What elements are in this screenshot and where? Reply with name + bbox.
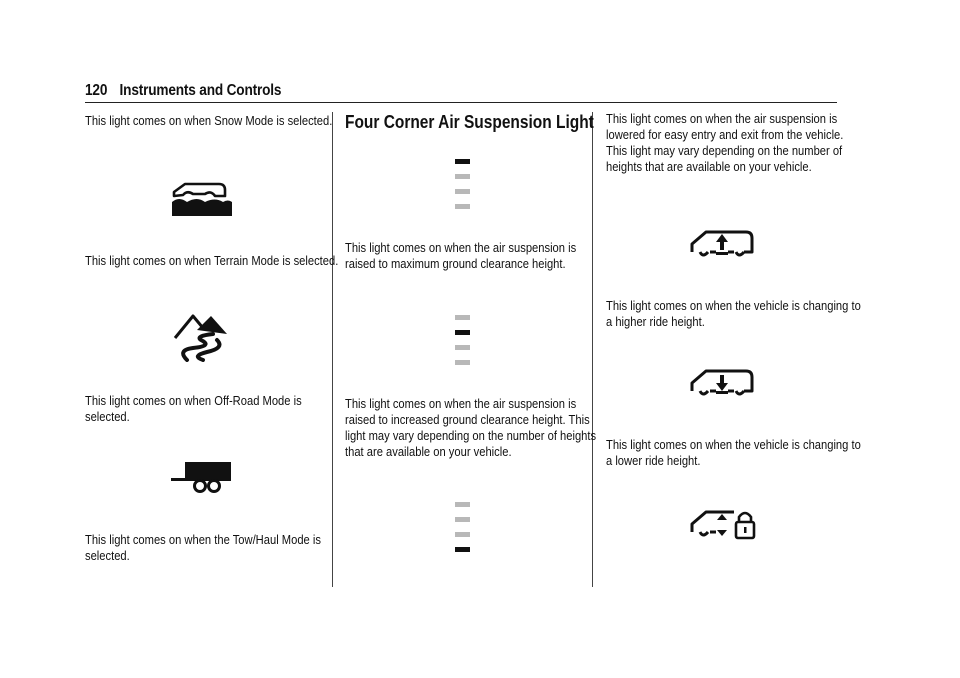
- suspension-bar-2: [455, 330, 470, 335]
- suspension-bar-2: [455, 174, 470, 179]
- max-clearance-text: This light comes on when the air suspension is raised to maximum ground clearance height.: [345, 240, 577, 271]
- suspension-bar-1: [455, 502, 470, 507]
- column-divider-2: [592, 112, 593, 587]
- snow-mode-icon: [171, 180, 235, 218]
- snow-mode-text: This light comes on when Snow Mode is selected.: [85, 113, 333, 128]
- tow-haul-icon: [169, 460, 233, 494]
- entry-exit-text: This light comes on when the air suspension is lowered for easy entry and exit from the vehicle. This light may vary depending on the number of heights that are available on your vehicle.: [606, 111, 844, 174]
- section-heading: Four Corner Air Suspension Light: [345, 112, 594, 132]
- vehicle-lower-icon: [688, 367, 758, 399]
- terrain-mode-icon: [173, 312, 231, 362]
- tow-haul-mode-text: This light comes on when the Tow/Haul Mode is selected.: [85, 532, 321, 563]
- suspension-bar-4: [455, 204, 470, 209]
- header-text: [85, 82, 281, 100]
- vehicle-raise-icon: [688, 228, 758, 260]
- page-number: 120: [85, 82, 108, 99]
- section-title: Instruments and Controls: [119, 82, 282, 99]
- suspension-bar-1: [455, 315, 470, 320]
- offroad-mode-text: This light comes on when Off-Road Mode is selected.: [85, 393, 302, 424]
- suspension-max-height-icon: [455, 159, 470, 209]
- suspension-bar-1: [455, 159, 470, 164]
- suspension-bar-3: [455, 345, 470, 350]
- terrain-mode-text: This light comes on when Terrain Mode is selected.: [85, 253, 339, 268]
- higher-height-text: This light comes on when the vehicle is changing to a higher ride height.: [606, 298, 861, 329]
- column-divider-1: [332, 112, 333, 587]
- suspension-bar-2: [455, 517, 470, 522]
- suspension-bar-4: [455, 360, 470, 365]
- suspension-increased-height-icon: [455, 315, 470, 365]
- suspension-bar-3: [455, 189, 470, 194]
- suspension-lowest-height-icon: [455, 502, 470, 552]
- suspension-bar-3: [455, 532, 470, 537]
- suspension-bar-4: [455, 547, 470, 552]
- lower-height-text: This light comes on when the vehicle is changing to a lower ride height.: [606, 437, 861, 468]
- increased-clearance-text: This light comes on when the air suspension is raised to increased ground clearance height. This light may vary depending on the number of heights that are available on your vehicle.: [345, 396, 597, 459]
- vehicle-entry-exit-lock-icon: [688, 508, 760, 542]
- header-rule: [85, 102, 837, 103]
